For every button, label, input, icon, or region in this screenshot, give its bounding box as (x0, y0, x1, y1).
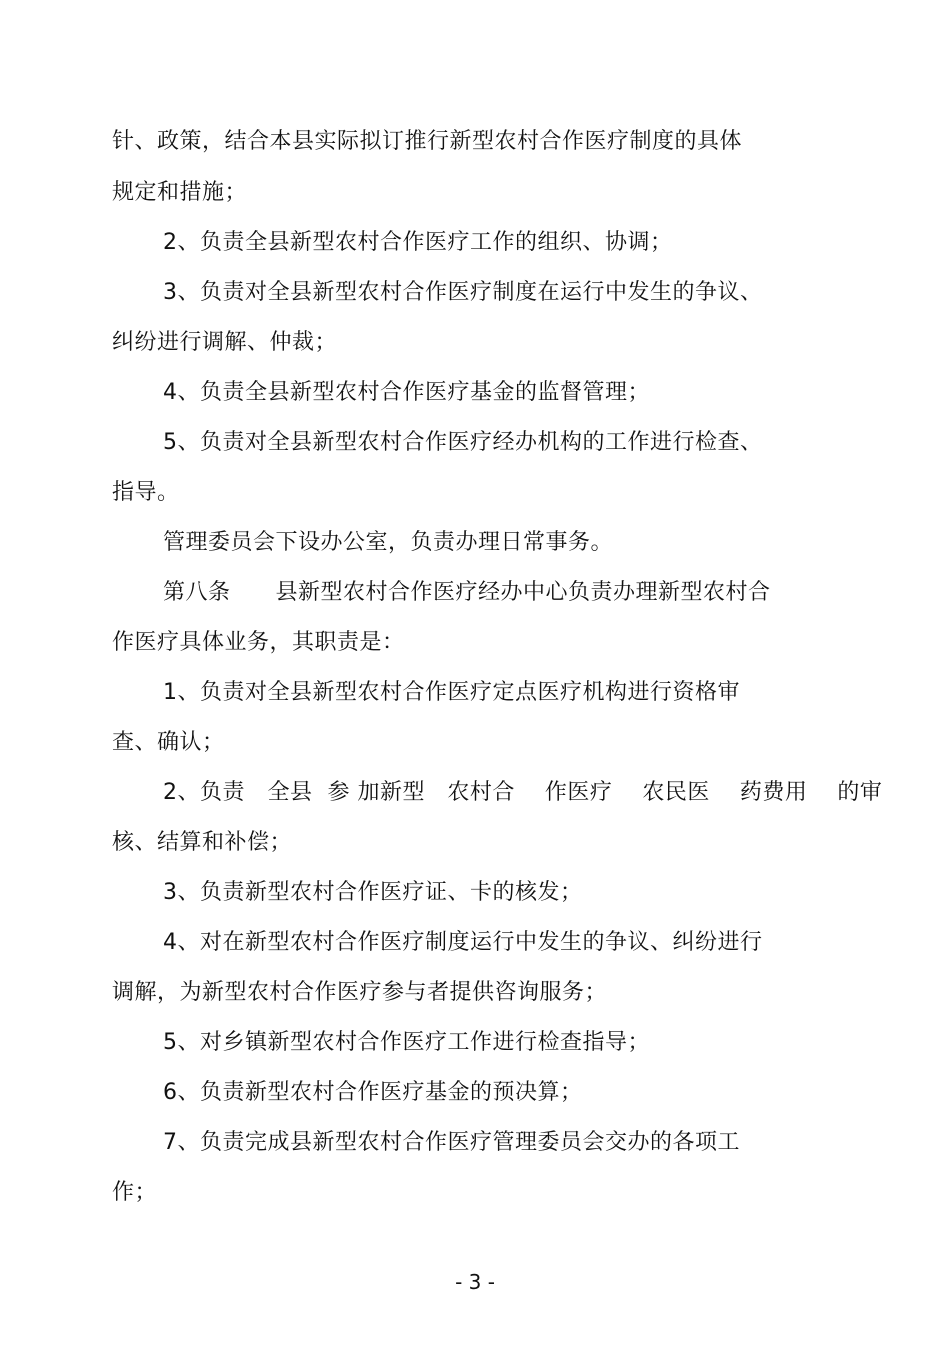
paragraph-line: 指导。 (112, 480, 180, 505)
paragraph-line: 5、负责对全县新型农村合作医疗经办机构的工作进行检查、 (163, 430, 763, 455)
paragraph-line: 管理委员会下设办公室，负责办理日常事务。 (163, 530, 614, 555)
paragraph-line: 针、政策，结合本县实际拟订推行新型农村合作医疗制度的具体 (112, 129, 743, 154)
page-number: - 3 - (455, 1270, 495, 1294)
paragraph-line: 作医疗具体业务，其职责是： (112, 630, 405, 655)
paragraph-line: 2、负责 全县 参 加新型 农村合 作医疗 农民医 药费用 的审 (163, 780, 883, 805)
paragraph-line: 纠纷进行调解、仲裁； (112, 330, 338, 355)
paragraph-line: 6、负责新型农村合作医疗基金的预决算； (163, 1080, 583, 1105)
paragraph-line: 作； (112, 1180, 158, 1205)
paragraph-line: 查、确认； (112, 730, 225, 755)
paragraph-line: 7、负责完成县新型农村合作医疗管理委员会交办的各项工 (163, 1130, 740, 1155)
paragraph-line: 5、对乡镇新型农村合作医疗工作进行检查指导； (163, 1030, 650, 1055)
paragraph-line: 3、负责对全县新型农村合作医疗制度在运行中发生的争议、 (163, 280, 763, 305)
paragraph-line: 调解，为新型农村合作医疗参与者提供咨询服务； (112, 980, 608, 1005)
paragraph-line: 4、负责全县新型农村合作医疗基金的监督管理； (163, 380, 650, 405)
article-heading-line: 第八条 县新型农村合作医疗经办中心负责办理新型农村合 (163, 580, 771, 605)
paragraph-line: 规定和措施； (112, 180, 248, 205)
paragraph-line: 核、结算和补偿； (112, 830, 293, 855)
paragraph-line: 3、负责新型农村合作医疗证、卡的核发； (163, 880, 583, 905)
paragraph-line: 1、负责对全县新型农村合作医疗定点医疗机构进行资格审 (163, 680, 740, 705)
paragraph-line: 2、负责全县新型农村合作医疗工作的组织、协调； (163, 230, 673, 255)
paragraph-line: 4、对在新型农村合作医疗制度运行中发生的争议、纠纷进行 (163, 930, 763, 955)
